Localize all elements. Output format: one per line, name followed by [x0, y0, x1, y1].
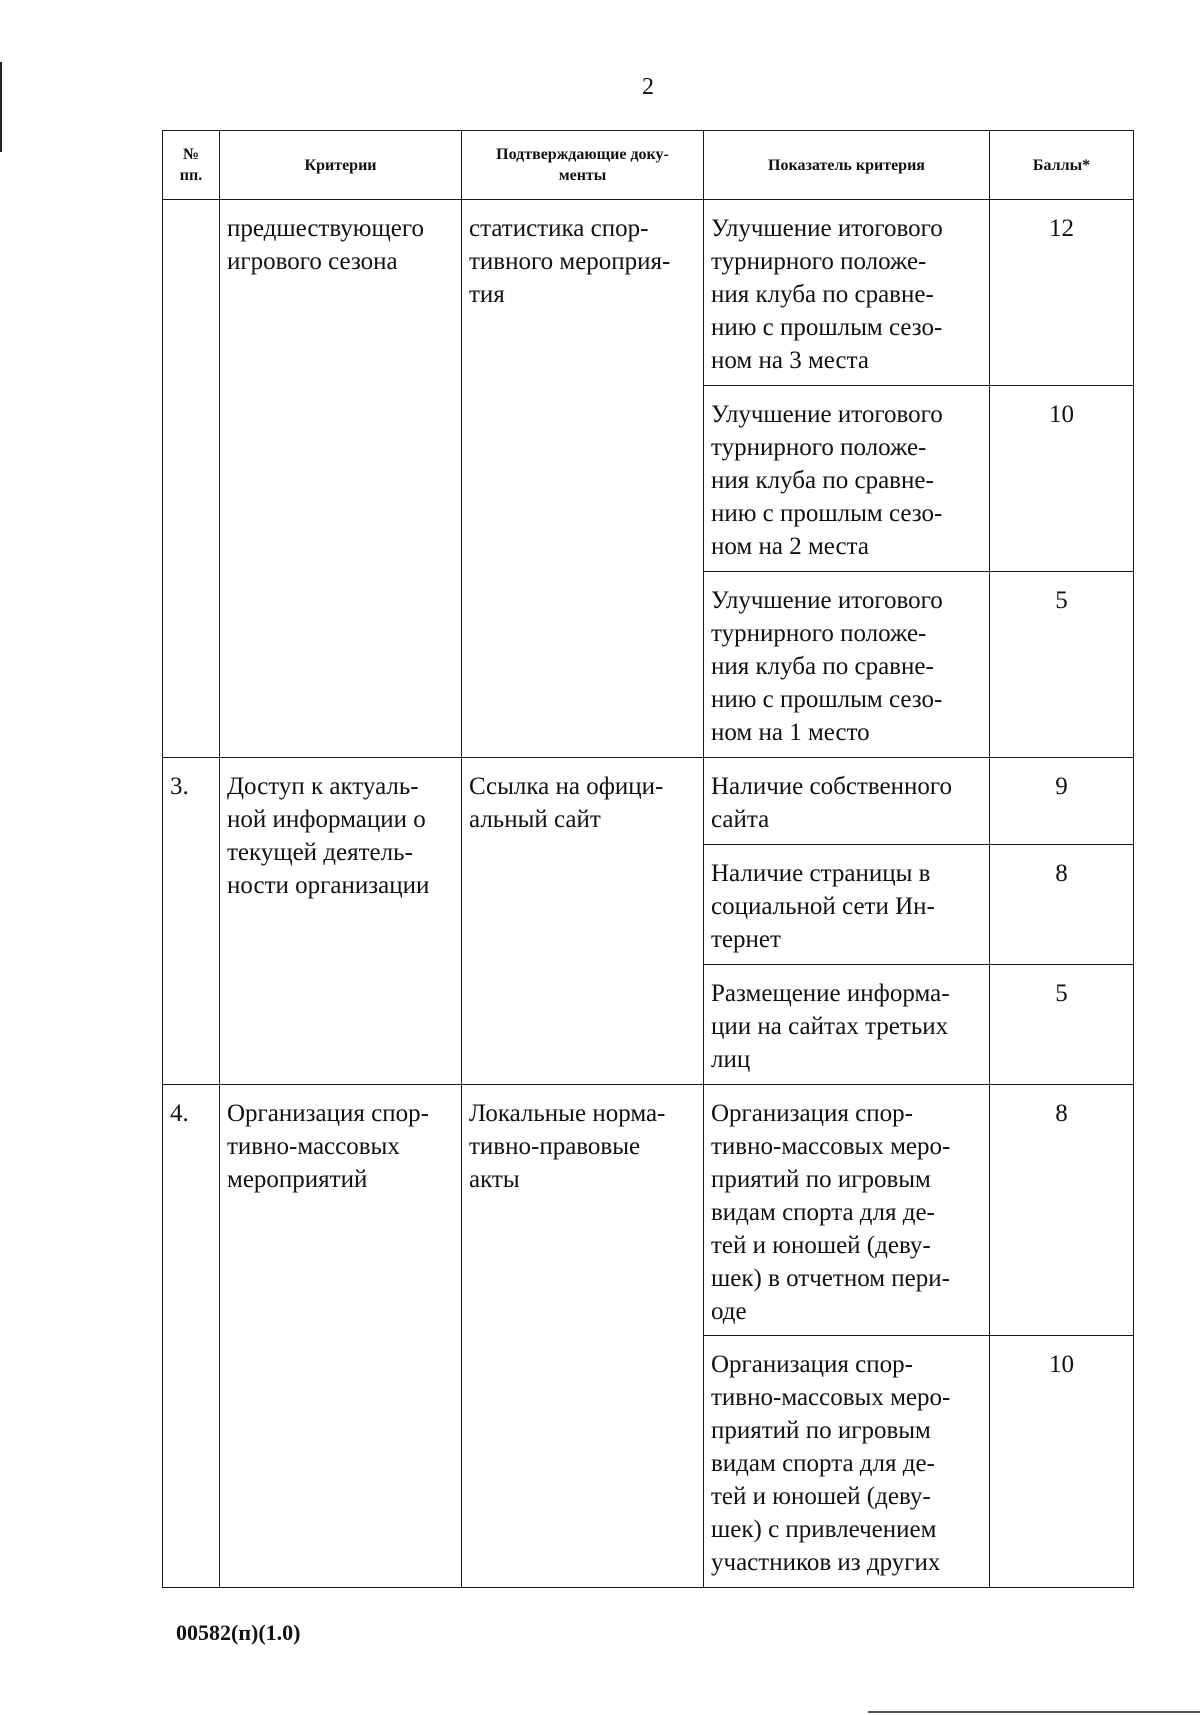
header-indicator: Показатель критерия: [704, 131, 990, 200]
documents-cell: Локальные норма- тивно-правовые акты: [462, 1085, 704, 1588]
score-cell: 8: [990, 845, 1134, 965]
row-number-cell: 3.: [163, 758, 220, 1085]
header-criteria: Критерии: [220, 131, 462, 200]
criteria-cell: Организация спор- тивно-массовых мероприятий: [220, 1085, 462, 1588]
scan-edge-line: [868, 1711, 1200, 1713]
score-cell: 8: [990, 1085, 1134, 1336]
score-cell: 5: [990, 965, 1134, 1085]
indicator-cell: Размещение информа- ции на сайтах третьих лиц: [704, 965, 990, 1085]
table-row: [163, 758, 1134, 845]
documents-cell: статистика спор- тивного мероприя- тия: [462, 200, 704, 758]
document-code: 00582(п)(1.0): [176, 1620, 301, 1645]
table-row: [163, 1085, 1134, 1336]
row-number-cell: 4.: [163, 1085, 220, 1588]
score-cell: 10: [990, 386, 1134, 572]
score-cell: 12: [990, 200, 1134, 386]
row-number-cell: [163, 200, 220, 758]
indicator-cell: Наличие страницы в социальной сети Ин- тернет: [704, 845, 990, 965]
criteria-cell: предшествующего игрового сезона: [220, 200, 462, 758]
criteria-cell: Доступ к актуаль- ной информации о текущей деятель- ности организации: [220, 758, 462, 1085]
documents-cell: Ссылка на офици- альный сайт: [462, 758, 704, 1085]
score-cell: 10: [990, 1336, 1134, 1588]
indicator-cell: Организация спор- тивно-массовых меро- приятий по игровым видам спорта для де- тей и юношей (деву- шек) с привлечением участников из других: [704, 1336, 990, 1588]
score-cell: 9: [990, 758, 1134, 845]
indicator-cell: Улучшение итогового турнирного положе- ния клуба по сравне- нию с прошлым сезо- ном на 3 места: [704, 200, 990, 386]
header-num: № пп.: [163, 131, 220, 200]
table-header-row: [163, 131, 1134, 200]
header-score: Баллы*: [990, 131, 1134, 200]
score-cell: 5: [990, 572, 1134, 758]
header-documents: Подтверждающие доку- менты: [462, 131, 704, 200]
table-row: [163, 200, 1134, 386]
criteria-table: [162, 130, 1134, 1588]
indicator-cell: Улучшение итогового турнирного положе- ния клуба по сравне- нию с прошлым сезо- ном на 2 места: [704, 386, 990, 572]
indicator-cell: Улучшение итогового турнирного положе- ния клуба по сравне- нию с прошлым сезо- ном на 1 место: [704, 572, 990, 758]
indicator-cell: Наличие собственного сайта: [704, 758, 990, 845]
page-number: 2: [642, 74, 654, 100]
indicator-cell: Организация спор- тивно-массовых меро- приятий по игровым видам спорта для де- тей и юношей (деву- шек) в отчетном пери- оде: [704, 1085, 990, 1336]
